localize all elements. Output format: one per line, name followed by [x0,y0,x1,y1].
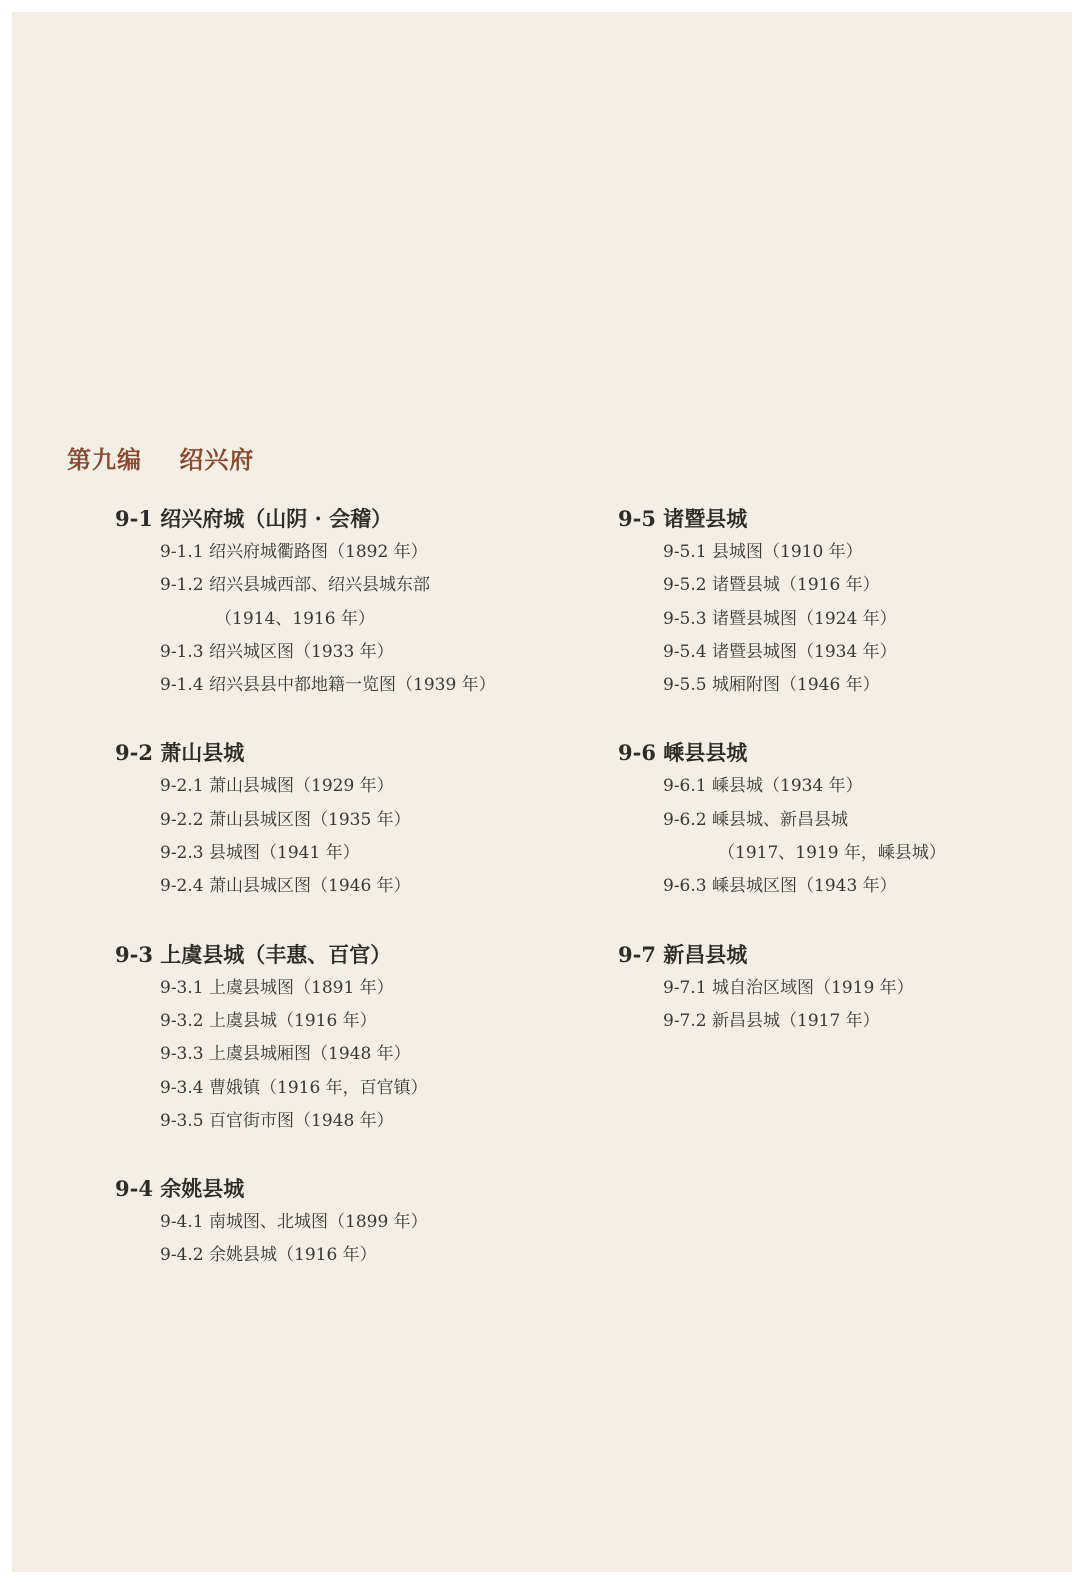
toc-entry[interactable] [618,636,1058,669]
toc-entry[interactable] [115,1105,575,1138]
section-title: 9-5 诸暨县城 [618,506,748,531]
section-title: 9-1 绍兴府城（山阴 · 会稽） [115,506,393,531]
toc-section [618,736,1058,903]
toc-entry[interactable] [115,669,575,702]
toc-entry[interactable] [115,1072,575,1105]
entry-text: 9-2.1 萧山县城图（1929 年） [160,776,394,797]
entry-text: 9-7.1 城自治区域图（1919 年） [663,977,914,998]
toc-entry[interactable] [618,1005,1058,1038]
entry-text: 9-1.1 绍兴府城衢路图（1892 年） [160,542,428,562]
toc-entry[interactable] [618,804,1058,837]
toc-entry[interactable] [618,603,1058,636]
toc-entry[interactable] [618,870,1058,903]
entry-text: 9-2.2 萧山县城区图（1935 年） [160,809,411,830]
toc-section [115,502,575,702]
entry-text: 9-3.2 上虞县城（1916 年） [160,1010,377,1031]
section-title: 9-6 嵊县县城 [618,740,748,766]
toc-entry[interactable] [115,770,575,803]
toc-section [115,736,575,903]
toc-section [618,938,1058,1039]
part-title: 第九编 绍兴府 [67,445,255,474]
entry-text: 9-3.1 上虞县城图（1891 年） [160,977,394,998]
entry-text: 9-3.4 曹娥镇（1916 年，百官镇） [160,1077,428,1098]
toc-entry[interactable] [618,770,1058,803]
toc-entry[interactable] [618,569,1058,602]
toc-entry[interactable] [115,1206,575,1239]
entry-text: 9-6.1 嵊县城（1934 年） [663,776,863,797]
toc-entry[interactable] [115,1038,575,1071]
toc-entry[interactable] [618,669,1058,702]
toc-entry-continuation: （1914、1916 年） [215,608,375,629]
toc-entry[interactable] [115,536,575,569]
toc-entry[interactable] [115,569,575,602]
entry-text: 9-5.2 诸暨县城（1916 年） [663,575,880,596]
entry-text: 9-6.2 嵊县城、新昌县城 [663,809,848,830]
entry-text: 9-6.3 嵊县城区图（1943 年） [663,876,897,897]
entry-text: 9-3.3 上虞县城厢图（1948 年） [160,1044,411,1065]
entry-text: 9-4.2 余姚县城（1916 年） [160,1245,377,1266]
toc-entry[interactable] [115,1239,575,1272]
document-page [12,12,1072,1572]
toc-entry[interactable] [115,837,575,870]
entry-text: 9-5.1 县城图（1910 年） [663,542,863,562]
entry-text: 9-2.3 县城图（1941 年） [160,843,360,864]
section-title: 9-3 上虞县城（丰惠、百官） [115,941,392,967]
toc-section [618,502,1058,702]
toc-right-column [618,502,1058,1072]
toc-entry[interactable] [618,972,1058,1005]
entry-text: 9-4.1 南城图、北城图（1899 年） [160,1212,428,1233]
entry-text: 9-1.2 绍兴县城西部、绍兴县城东部 [160,575,430,596]
section-title: 9-2 萧山县城 [115,740,245,766]
entry-text: 9-1.3 绍兴城区图（1933 年） [160,641,394,662]
toc-entry[interactable] [115,1005,575,1038]
entry-text: 9-2.4 萧山县城区图（1946 年） [160,876,411,897]
toc-entry[interactable] [115,972,575,1005]
section-title: 9-7 新昌县城 [618,941,748,967]
entry-text: 9-5.3 诸暨县城图（1924 年） [663,608,897,629]
toc-entry[interactable] [115,870,575,903]
section-title: 9-4 余姚县城 [115,1176,245,1202]
entry-text: 9-7.2 新昌县城（1917 年） [663,1010,880,1031]
entry-text: 9-5.4 诸暨县城图（1934 年） [663,641,897,662]
toc-entry[interactable] [115,804,575,837]
entry-text: 9-5.5 城厢附图（1946 年） [663,675,880,696]
entry-text: 9-1.4 绍兴县县中都地籍一览图（1939 年） [160,675,496,696]
toc-entry[interactable] [618,536,1058,569]
toc-entry[interactable] [115,636,575,669]
toc-entry-continuation: （1917、1919 年，嵊县城） [718,843,946,864]
toc-section [115,1172,575,1273]
entry-text: 9-3.5 百官街市图（1948 年） [160,1110,394,1131]
toc-left-column [115,502,575,1307]
toc-section [115,938,575,1138]
